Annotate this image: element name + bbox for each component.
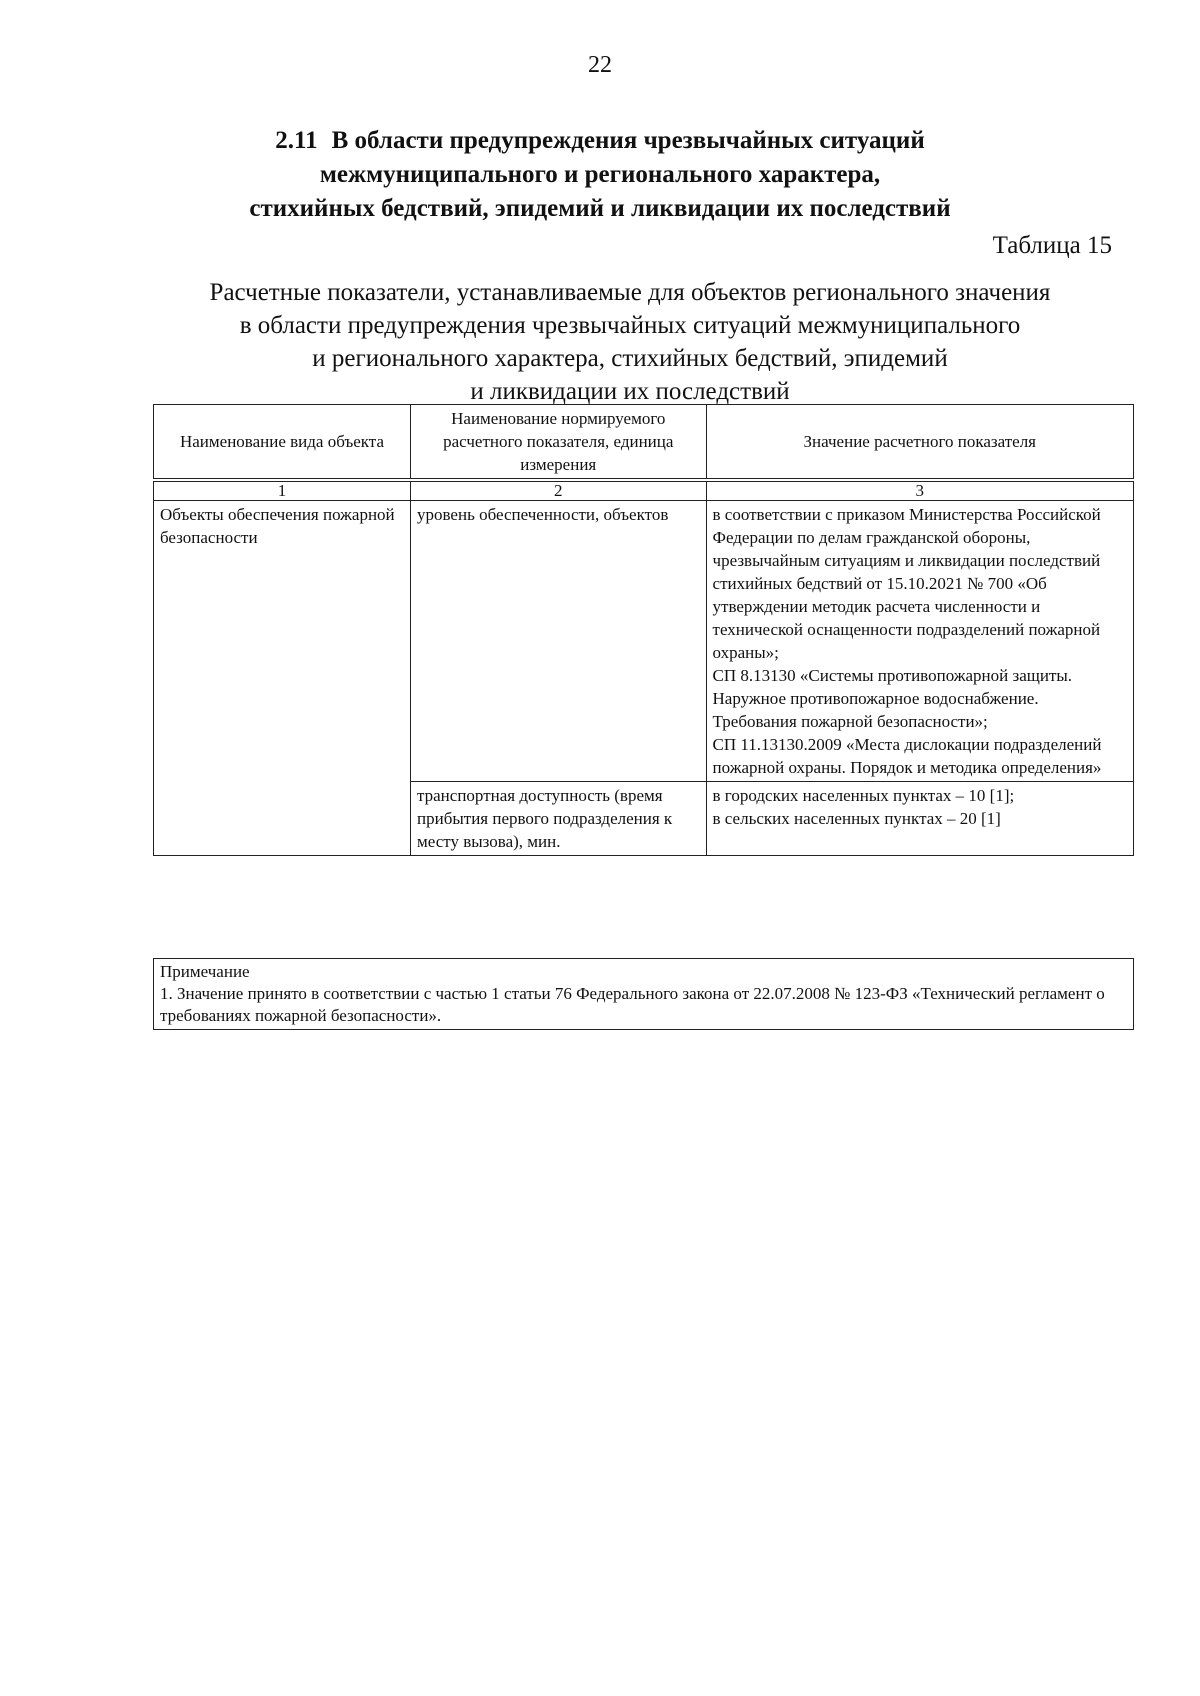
note-cell (154, 959, 1134, 1030)
section-title (140, 124, 1060, 226)
caption-line-1: Расчетные показатели, устанавливаемые для объектов регионального значения (209, 279, 1051, 306)
column-number-1: 1 (154, 480, 411, 501)
column-number-2: 2 (411, 480, 707, 501)
page-number: 22 (588, 52, 612, 78)
header-indicator: Наименование нормируемого расчетного показателя, единица измерения (411, 405, 707, 481)
caption-line-2: в области предупреждения чрезвычайных ситуаций межмуниципального (239, 312, 1021, 339)
note-title: Примечание (160, 962, 250, 981)
section-title-line-3: стихийных бедствий, эпидемий и ликвидации их последствий (249, 195, 951, 222)
table-caption (140, 276, 1120, 408)
caption-line-4: и ликвидации их последствий (470, 378, 790, 405)
header-object-type: Наименование вида объекта (154, 405, 411, 481)
value-line: в соответствии с приказом Министерства Российской Федерации по делам гражданской обороны, чрезвычайным ситуациям и ликвидации последствий стихийных бедствий от 15.10.2021 № 700 «Об утверждении методик расчета численности и технической оснащенности подразделений пожарной охраны»; (712, 505, 1101, 662)
value-line: в городских населенных пунктах – 10 [1]; (712, 786, 1015, 805)
caption-line-3: и регионального характера, стихийных бедствий, эпидемий (312, 345, 948, 372)
header-value: Значение расчетного показателя (706, 405, 1133, 481)
column-number-row (154, 480, 1134, 501)
section-title-line (140, 124, 1060, 158)
section-title-line-2: межмуниципального и регионального характера, (319, 161, 881, 188)
indicator-cell: уровень обеспеченности, объектов (411, 501, 707, 782)
value-line: СП 11.13130.2009 «Места дислокации подразделений пожарной охраны. Порядок и методика определения» (712, 735, 1102, 777)
value-cell (706, 501, 1133, 782)
table-label: Таблица 15 (992, 232, 1112, 259)
section-title-line-1: В области предупреждения чрезвычайных ситуаций (331, 127, 925, 154)
table-row (154, 501, 1134, 782)
indicator-cell: транспортная доступность (время прибытия первого подразделения к месту вызова), мин. (411, 782, 707, 856)
table-header-row (154, 405, 1134, 481)
column-number-3: 3 (706, 480, 1133, 501)
value-line: СП 8.13130 «Системы противопожарной защиты. Наружное противопожарное водоснабжение. Требования пожарной безопасности»; (712, 666, 1073, 731)
section-number: 2.11 (275, 127, 318, 154)
indicators-table (153, 404, 1134, 856)
note-row (154, 959, 1134, 1030)
value-cell (706, 782, 1133, 856)
object-name-cell: Объекты обеспечения пожарной безопасности (154, 501, 411, 856)
value-line: в сельских населенных пунктах – 20 [1] (712, 809, 1001, 828)
note-text: 1. Значение принято в соответствии с частью 1 статьи 76 Федерального закона от 22.07.2008 № 123-ФЗ «Технический регламент о требованиях пожарной безопасности». (160, 984, 1105, 1025)
note-table (153, 958, 1134, 1030)
